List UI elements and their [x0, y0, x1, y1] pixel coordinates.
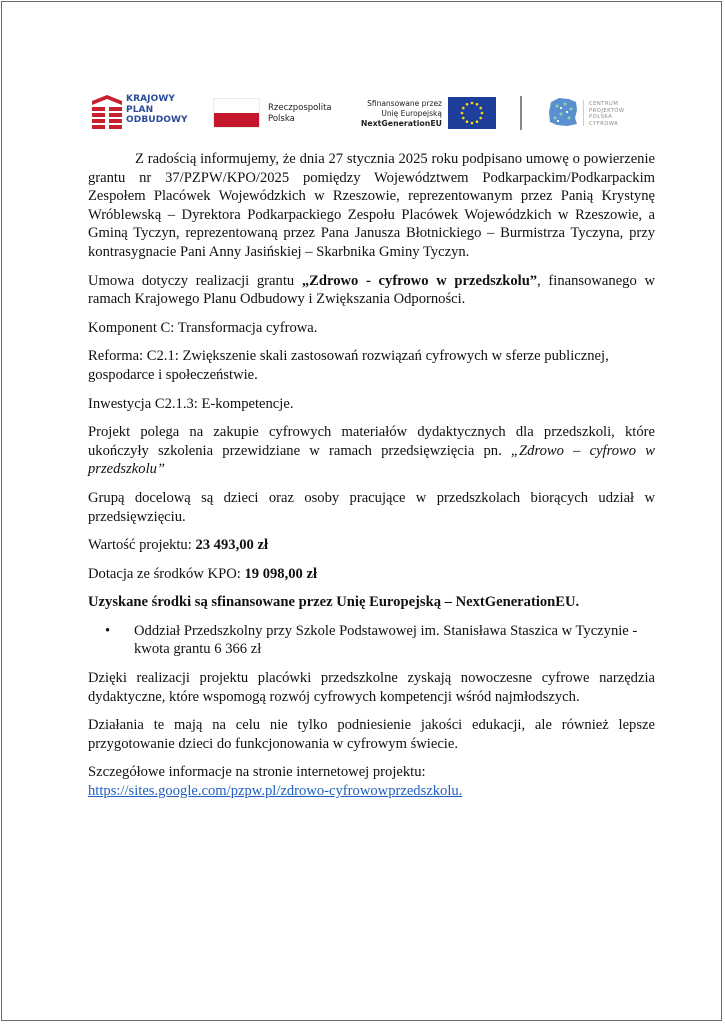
component-paragraph: Komponent C: Transformacja cyfrowa. [88, 319, 318, 336]
grant-name: „Zdrowo - cyfrowo w przedszkolu” [301, 272, 538, 289]
cppc-line-4: CYFROWA [589, 120, 619, 127]
rp-logo-text [268, 103, 332, 125]
grant-prefix: Umowa dotyczy realizacji grantu [88, 272, 302, 289]
kpo-logo-text [126, 94, 188, 126]
funding-note-text: Uzyskane środki są sfinansowane przez Unię Europejską – NextGenerationEU. [88, 594, 580, 611]
project-value [88, 536, 655, 555]
rzeczpospolita-polska-logo [213, 92, 353, 132]
cppc-line-3: POLSKA [589, 114, 613, 120]
kpo-subsidy-label: Dotacja ze środków KPO: [88, 565, 245, 582]
more-info-text: Szczegółowe informacje na stronie internetowej projektu: [88, 764, 426, 781]
intro-paragraph: Z radością informujemy, że dnia 27 stycznia 2025 roku podpisano umowę o powierzenie grantu nr 37/PZPW/KPO/2025 pomiędzy Województwem Podkarpackim/Podkarpackim Zespołem Placówek Wojewódzkich w Rzeszowie, reprezentowanym przez Panią Krystynę Wróblewską – Dyrektora Podkarpackiego Zespołu Placówek Wojewódzkich w Rzeszowie, a Gminą Tyczyn, reprezentowaną przez Pana Janusza Błotnickiego – Burmistrza Tyczyna, przy kontrasygnacie Pani Anny Jasińskiej – Skarbnika Gminy Tyczyn. [88, 151, 655, 260]
cppc-line-1: CENTRUM [589, 101, 619, 107]
poland-map-icon [547, 96, 579, 128]
rp-line-2: Polska [268, 114, 295, 124]
benefits-paragraph: Dzięki realizacji projektu placówki przedszkolne zyskają nowoczesne cyfrowe narzędzia dydaktyczne, które wspomogą rozwój cyfrowych kompetencji wśród najmłodszych. [88, 670, 655, 705]
cppc-divider [583, 100, 584, 126]
list-item [105, 622, 655, 659]
eu-line-1: Sfinansowane przez [367, 99, 442, 108]
project-website-link[interactable]: https://sites.google.com/pzpw.pl/zdrowo-cyfrowowprzedszkolu. [88, 783, 463, 800]
cppc-line-2: PROJEKTÓW [589, 107, 625, 114]
announcement-body [88, 150, 655, 811]
eu-flag-icon [448, 97, 496, 129]
document-page [1, 1, 722, 1021]
kpo-subsidy [88, 565, 655, 584]
goals-paragraph: Działania te mają na celu nie tylko podniesienie jakości edukacji, ale również lepsze przygotowanie dzieci do funkcjonowania w cyfrowym świecie. [88, 717, 655, 752]
eu-logo-text [352, 99, 442, 129]
project-value-label: Wartość projektu: [88, 537, 196, 554]
eu-line-2: Unię Europejską [381, 109, 442, 118]
bullet-icon: • [105, 622, 111, 639]
rp-line-1: Rzeczpospolita [268, 103, 332, 113]
project-paragraph [88, 423, 655, 479]
beneficiary-list [88, 622, 655, 659]
kpo-subsidy-amount: 19 098,00 zł [244, 565, 318, 582]
project-prefix: Projekt polega na zakupie cyfrowych materiałów dydaktycznych dla przedszkoli, które ukończyły szkolenia przewidziane w ramach przedsięwzięcia pn. [88, 424, 655, 459]
logo-separator [520, 96, 522, 130]
project-name-italic: „Zdrowo – cyfrowo w przedszkolu” [88, 442, 655, 478]
cppc-logo-text [589, 101, 625, 127]
beneficiary-text: Oddział Przedszkolny przy Szkole Podstawowej im. Stanisława Staszica w Tyczynie - kwota grantu 6 366 zł [134, 622, 638, 658]
kpo-line-3: ODBUDOWY [126, 115, 188, 125]
eu-funding-logo [352, 92, 512, 132]
grant-suffix: , finansowanego w ramach Krajowego Planu Odbudowy i Zwiększania Odporności. [88, 272, 655, 308]
more-info-paragraph [88, 763, 655, 800]
polish-flag-icon [213, 98, 260, 128]
kpo-logo [92, 92, 202, 132]
kpo-line-2: PLAN [126, 104, 154, 115]
reform-paragraph: Reforma: C2.1: Zwiększenie skali zastosowań rozwiązań cyfrowych w sferze publicznej, gospodarce i społeczeństwie. [88, 348, 609, 383]
investment-paragraph: Inwestycja C2.1.3: E-kompetencje. [88, 395, 294, 412]
eu-line-3: NextGenerationEU [360, 119, 442, 128]
kpo-emblem-icon [92, 95, 122, 129]
logo-bar [92, 92, 652, 132]
cppc-logo [547, 92, 657, 132]
kpo-line-1: KRAJOWY [126, 94, 176, 104]
funding-note [88, 593, 655, 612]
grant-paragraph [88, 272, 655, 309]
target-group-paragraph: Grupą docelową są dzieci oraz osoby pracujące w przedszkolach biorących udział w przedsięwzięciu. [88, 489, 655, 525]
project-value-amount: 23 493,00 zł [195, 537, 268, 554]
